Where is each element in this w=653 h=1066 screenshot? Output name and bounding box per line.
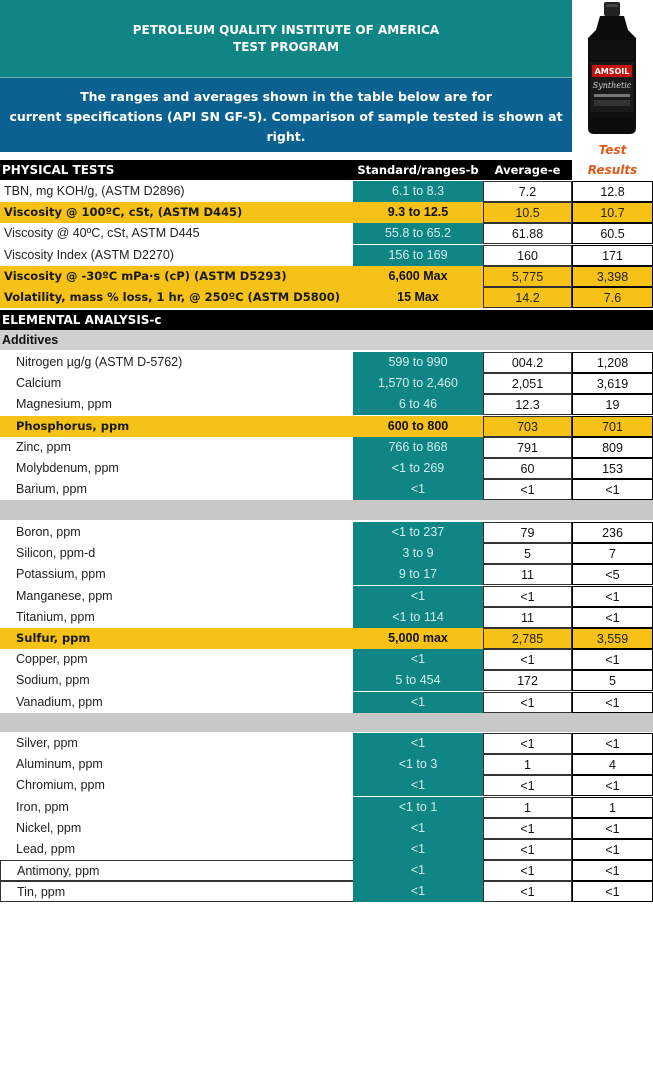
test-result-cell: 5 [572,670,653,691]
row-label: Nitrogen µg/g (ASTM D-5762) [16,355,183,369]
row-label: Molybdenum, ppm [16,461,119,475]
test-result-cell: <1 [572,860,653,881]
standard-range-cell: <1 to 1 [353,797,483,818]
row-label: Viscosity @ 100ºC, cSt, (ASTM D445) [4,205,243,220]
physical-tests-title: PHYSICAL TESTS [2,163,115,177]
standard-range-cell: 5 to 454 [353,670,483,691]
table-row [0,860,653,881]
average-cell: 160 [483,245,572,266]
average-cell: 5 [483,543,572,564]
row-label: Boron, ppm [16,525,81,539]
test-results-header [572,140,653,180]
table-row [0,564,653,585]
test-result-cell: 3,619 [572,373,653,394]
standard-range-cell: <1 [353,775,483,796]
row-label: Potassium, ppm [16,567,106,582]
average-cell: <1 [483,839,572,860]
average-cell: <1 [483,692,572,713]
product-brand: AMSOIL [594,67,630,76]
table-row [0,522,653,543]
standard-range-cell: 600 to 800 [353,416,483,437]
average-cell: <1 [483,860,572,881]
table-row [0,479,653,500]
standard-range-cell: 156 to 169 [353,245,483,266]
row-label: Viscosity Index (ASTM D2270) [4,247,174,262]
average-cell: 703 [483,416,572,437]
average-cell: 172 [483,670,572,691]
test-result-cell: 701 [572,416,653,437]
average-cell: 79 [483,522,572,543]
table-row [0,839,653,860]
test-result-cell: 7.6 [572,287,653,308]
standard-range-cell: <1 to 3 [353,754,483,775]
standard-range-cell: <1 [353,881,483,902]
row-label: Titanium, ppm [16,609,95,624]
test-result-cell: <1 [572,479,653,500]
section-divider [0,713,653,732]
row-label: Iron, ppm [16,799,69,814]
test-result-cell: 10.7 [572,202,653,223]
row-label: Tin, ppm [0,881,353,902]
average-cell: <1 [483,881,572,902]
report-title [0,0,572,77]
test-result-cell: 809 [572,437,653,458]
table-row [0,266,653,287]
product-bottle-image [572,0,653,140]
average-cell: 12.3 [483,394,572,415]
average-cell: 11 [483,607,572,628]
test-result-cell: 60.5 [572,223,653,244]
row-label: Manganese, ppm [16,588,113,603]
row-label: Vanadium, ppm [16,694,103,709]
table-row [0,394,653,415]
test-results-line-2: Results [587,163,638,177]
average-cell: 2,051 [483,373,572,394]
row-label: Silver, ppm [16,736,78,750]
product-name: Synthetic [592,81,632,90]
table-row [0,458,653,479]
standard-range-cell: <1 [353,586,483,607]
average-cell: 7.2 [483,181,572,202]
note-line-2: current specifications (API SN GF-5). Comparison of sample tested is shown at right. [9,109,563,144]
test-result-cell: <1 [572,649,653,670]
average-cell: <1 [483,586,572,607]
row-label: Magnesium, ppm [16,397,112,412]
average-cell: <1 [483,818,572,839]
average-cell: 2,785 [483,628,572,649]
table-row [0,202,653,223]
average-cell: <1 [483,775,572,796]
row-label: Sulfur, ppm [16,631,91,645]
table-row [0,352,653,373]
standard-range-cell: <1 [353,649,483,670]
test-result-cell: 19 [572,394,653,415]
row-label: Aluminum, ppm [16,757,103,772]
standard-range-cell: 5,000 max [353,628,483,649]
test-result-cell: <1 [572,586,653,607]
test-result-cell: 12.8 [572,181,653,202]
table-row [0,416,653,437]
table-row [0,607,653,628]
standard-range-cell: 6.1 to 8.3 [353,181,483,202]
standard-range-cell: <1 [353,860,483,881]
standard-range-cell: 1,570 to 2,460 [353,373,483,394]
test-result-cell: <1 [572,839,653,860]
row-label: Calcium [16,376,62,391]
physical-tests-header-band [0,160,572,180]
elemental-analysis-header [0,310,653,330]
table-row [0,733,653,754]
test-result-cell: 153 [572,458,653,479]
average-cell: 61.88 [483,223,572,244]
standard-range-cell: <1 [353,839,483,860]
row-label: Antimony, ppm [0,860,353,881]
test-result-cell: 3,559 [572,628,653,649]
standard-range-cell: 6 to 46 [353,394,483,415]
table-row [0,437,653,458]
row-label: Zinc, ppm [16,439,71,454]
row-label: Copper, ppm [16,652,88,667]
standard-range-cell: 9 to 17 [353,564,483,585]
table-row [0,649,653,670]
title-line-1: PETROLEUM QUALITY INSTITUTE OF AMERICA [132,22,440,37]
table-row [0,670,653,691]
standard-column-header: Standard/ranges-b [357,163,479,177]
average-cell: 1 [483,797,572,818]
test-result-cell: 1 [572,797,653,818]
standard-range-cell: 6,600 Max [353,266,483,287]
average-cell: 5,775 [483,266,572,287]
row-label: Viscosity @ 40ºC, cSt, ASTM D445 [4,226,200,241]
specification-note [0,77,572,152]
standard-range-cell: <1 [353,818,483,839]
standard-range-cell: 766 to 868 [353,437,483,458]
test-result-cell: <1 [572,607,653,628]
row-label: Nickel, ppm [16,820,82,835]
test-result-cell: 3,398 [572,266,653,287]
row-label: Volatility, mass % loss, 1 hr, @ 250ºC (ASTM D5800) [4,290,341,304]
standard-range-cell: <1 to 269 [353,458,483,479]
elemental-analysis-title: ELEMENTAL ANALYSIS-c [2,313,162,327]
test-result-cell: <1 [572,692,653,713]
row-label: Sodium, ppm [16,673,90,688]
standard-range-cell: 3 to 9 [353,543,483,564]
test-result-cell: <1 [572,881,653,902]
table-row [0,754,653,775]
test-result-cell: 171 [572,245,653,266]
average-cell: 10.5 [483,202,572,223]
table-row [0,586,653,607]
row-label: Chromium, ppm [16,778,105,793]
table-row [0,287,653,308]
average-cell: <1 [483,733,572,754]
average-column-header: Average-e [494,163,561,177]
average-cell: 1 [483,754,572,775]
standard-range-cell: <1 [353,733,483,754]
table-row [0,797,653,818]
table-row [0,628,653,649]
row-label: Barium, ppm [16,482,87,497]
test-result-cell: <1 [572,733,653,754]
average-cell: 004.2 [483,352,572,373]
average-cell: 11 [483,564,572,585]
table-row [0,775,653,796]
average-cell: 14.2 [483,287,572,308]
test-result-cell: 1,208 [572,352,653,373]
additives-subheader [0,330,653,350]
row-label: Viscosity @ -30ºC mPa·s (cP) (ASTM D5293) [4,268,287,283]
average-cell: 60 [483,458,572,479]
test-result-cell: <1 [572,775,653,796]
average-cell: <1 [483,649,572,670]
test-results-line-1: Test [598,143,627,157]
standard-range-cell: <1 to 237 [353,522,483,543]
table-row [0,818,653,839]
standard-range-cell: <1 [353,479,483,500]
test-result-cell: 4 [572,754,653,775]
test-result-cell: 7 [572,543,653,564]
table-row [0,181,653,202]
table-row [0,881,653,902]
title-line-2: TEST PROGRAM [233,39,339,54]
average-cell: 791 [483,437,572,458]
row-label: Lead, ppm [16,842,76,856]
standard-range-cell: 15 Max [353,287,483,308]
test-result-cell: <1 [572,818,653,839]
table-row [0,543,653,564]
row-label: Silicon, ppm-d [16,546,96,561]
note-line-1: The ranges and averages shown in the table below are for [80,89,492,104]
additives-title: Additives [2,333,59,347]
section-divider [0,500,653,520]
standard-range-cell: 9.3 to 12.5 [353,202,483,223]
test-result-cell: <5 [572,564,653,585]
row-label: Phosphorus, ppm [16,418,130,433]
standard-range-cell: 55.8 to 65.2 [353,223,483,244]
test-result-cell: 236 [572,522,653,543]
average-cell: <1 [483,479,572,500]
table-row [0,373,653,394]
table-row [0,223,653,244]
table-row [0,692,653,713]
standard-range-cell: <1 [353,692,483,713]
standard-range-cell: 599 to 990 [353,352,483,373]
standard-range-cell: <1 to 114 [353,607,483,628]
table-row [0,245,653,266]
row-label: TBN, mg KOH/g, (ASTM D2896) [4,184,185,198]
